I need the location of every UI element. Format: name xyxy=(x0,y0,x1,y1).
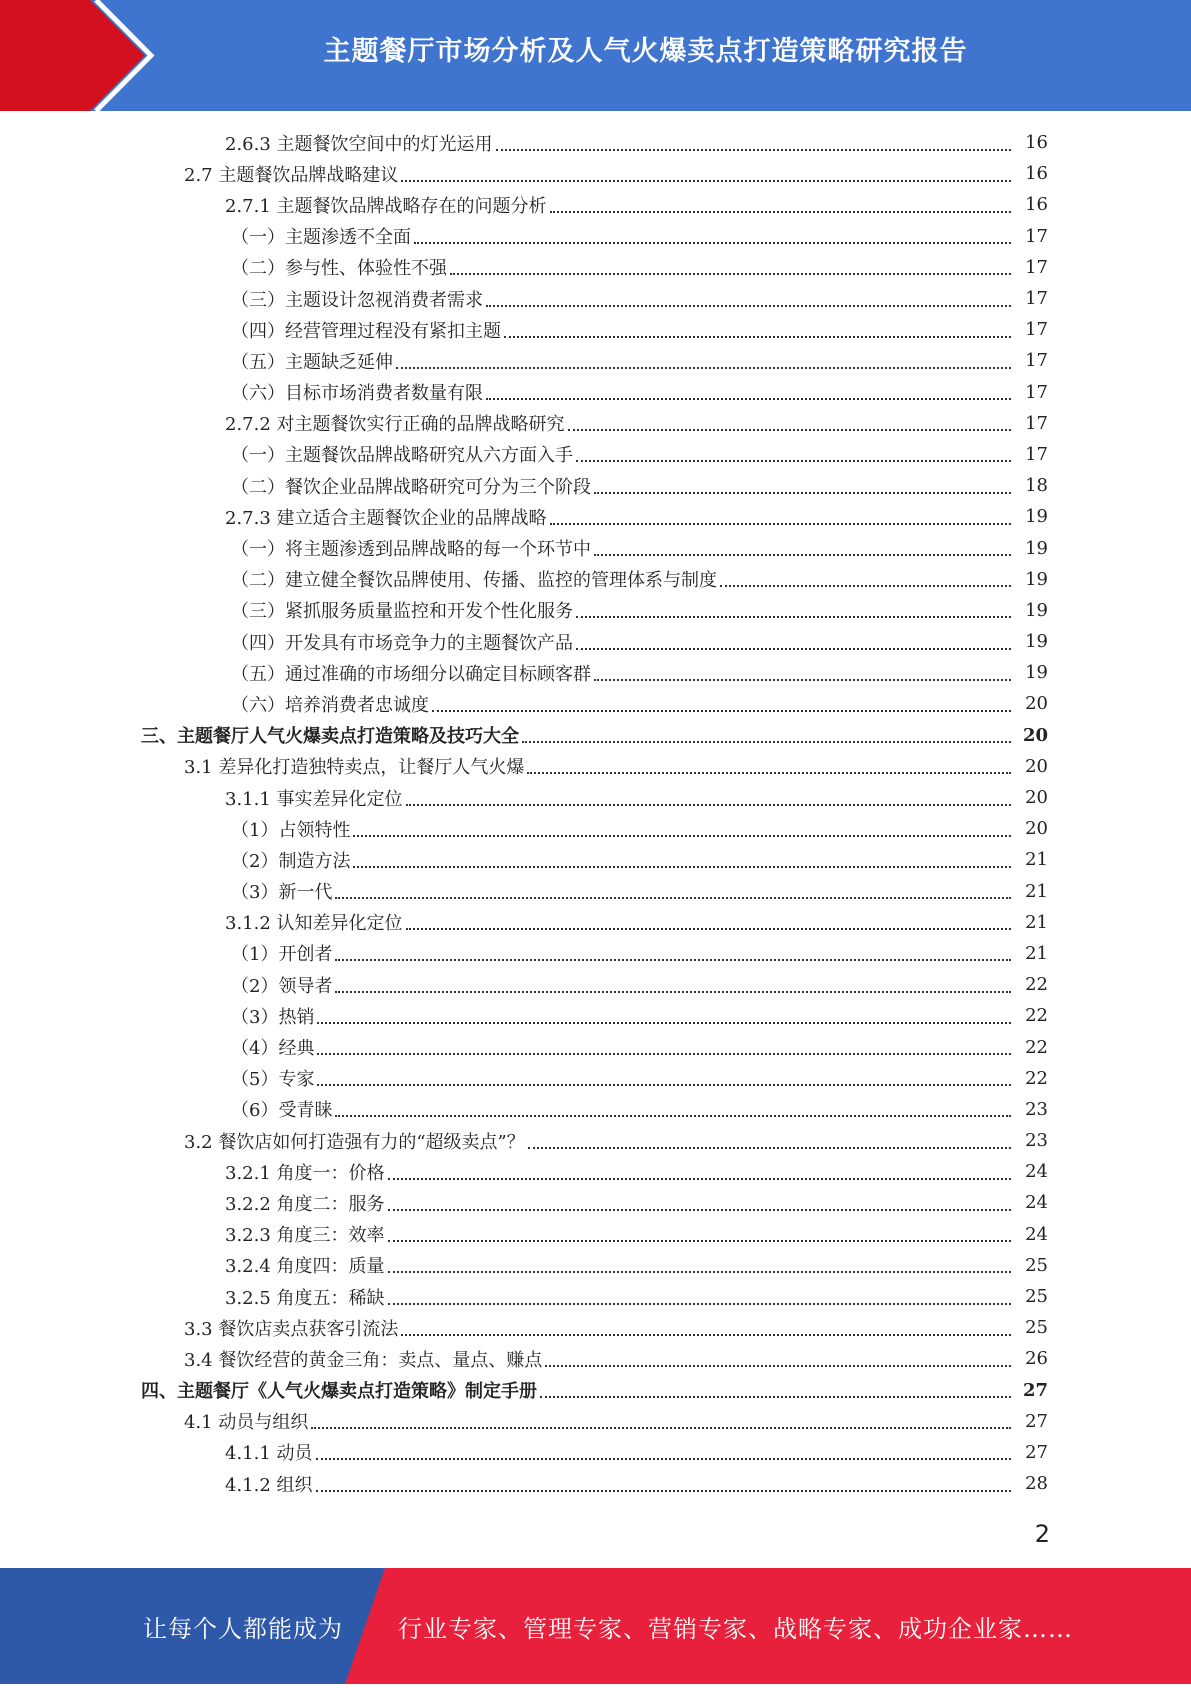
toc-dot-leader xyxy=(720,585,1011,587)
toc-dot-leader xyxy=(401,1334,1011,1336)
toc-entry[interactable] xyxy=(0,377,1191,408)
toc-entry-title: （一）主题渗透不全面 xyxy=(231,227,411,249)
toc-entry-title: （三）主题设计忽视消费者需求 xyxy=(231,289,483,311)
toc-entry[interactable] xyxy=(0,158,1191,189)
toc-entry-page: 17 xyxy=(1025,225,1048,247)
toc-entry[interactable] xyxy=(0,720,1191,751)
toc-dot-leader xyxy=(496,149,1011,151)
toc-entry-page: 17 xyxy=(1025,288,1048,310)
toc-dot-leader xyxy=(545,1365,1011,1367)
toc-entry[interactable] xyxy=(0,813,1191,844)
toc-dot-leader xyxy=(396,367,1011,369)
toc-entry-title: 2.6.3 主题餐饮空间中的灯光运用 xyxy=(225,133,493,155)
document-title: 主题餐厅市场分析及人气火爆卖点打造策略研究报告 xyxy=(323,36,968,67)
toc-entry-page: 21 xyxy=(1025,880,1048,902)
toc-dot-leader xyxy=(353,866,1011,868)
toc-entry-page: 24 xyxy=(1025,1192,1048,1214)
toc-dot-leader xyxy=(550,211,1011,213)
toc-dot-leader xyxy=(486,305,1011,307)
toc-entry-title: （1）占领特性 xyxy=(231,819,351,841)
toc-dot-leader xyxy=(550,523,1011,525)
toc-entry-page: 16 xyxy=(1025,194,1048,216)
toc-entry-page: 17 xyxy=(1025,350,1048,372)
toc-entry[interactable] xyxy=(0,470,1191,501)
toc-entry[interactable] xyxy=(0,1437,1191,1468)
toc-entry-title: （四）经营管理过程没有紧扣主题 xyxy=(231,320,501,342)
toc-dot-leader xyxy=(388,1271,1011,1273)
toc-entry-page: 16 xyxy=(1025,132,1048,154)
toc-entry[interactable] xyxy=(0,1406,1191,1437)
toc-entry-page: 22 xyxy=(1025,1067,1048,1089)
toc-entry[interactable] xyxy=(0,938,1191,969)
toc-dot-leader xyxy=(311,1427,1011,1429)
toc-dot-leader xyxy=(522,741,1011,743)
toc-entry-page: 25 xyxy=(1025,1286,1048,1308)
toc-entry-title: （3）新一代 xyxy=(231,882,333,904)
toc-dot-leader xyxy=(594,679,1011,681)
toc-dot-leader xyxy=(594,554,1011,556)
toc-entry[interactable] xyxy=(0,1468,1191,1499)
toc-entry-title: （一）将主题渗透到品牌战略的每一个环节中 xyxy=(231,539,591,561)
toc-dot-leader xyxy=(486,398,1011,400)
toc-entry-page: 22 xyxy=(1025,1036,1048,1058)
toc-entry-page: 17 xyxy=(1025,256,1048,278)
toc-entry[interactable] xyxy=(0,345,1191,376)
toc-entry-title: 2.7.2 对主题餐饮实行正确的品牌战略研究 xyxy=(225,414,565,436)
toc-dot-leader xyxy=(406,804,1011,806)
toc-dot-leader xyxy=(317,1022,1011,1024)
toc-entry-title: （5）专家 xyxy=(231,1069,315,1091)
toc-entry-title: 3.1.1 事实差异化定位 xyxy=(225,788,403,810)
toc-entry-title: （三）紧抓服务质量监控和开发个性化服务 xyxy=(231,601,573,623)
toc-dot-leader xyxy=(317,1084,1011,1086)
toc-entry-page: 17 xyxy=(1025,443,1048,465)
toc-entry-page: 17 xyxy=(1025,381,1048,403)
toc-dot-leader xyxy=(316,1490,1011,1492)
toc-dot-leader xyxy=(335,991,1011,993)
toc-dot-leader xyxy=(540,1396,1011,1398)
toc-entry-title: （六）目标市场消费者数量有限 xyxy=(231,383,483,405)
toc-entry[interactable] xyxy=(0,564,1191,595)
toc-entry-title: 3.1 差异化打造独特卖点，让餐厅人气火爆 xyxy=(184,757,525,779)
toc-entry-page: 22 xyxy=(1025,1005,1048,1027)
toc-entry-title: （2）领导者 xyxy=(231,975,333,997)
toc-entry-page: 23 xyxy=(1025,1130,1048,1152)
toc-entry-title: 2.7.1 主题餐饮品牌战略存在的问题分析 xyxy=(225,195,547,217)
toc-entry[interactable] xyxy=(0,1343,1191,1374)
toc-dot-leader xyxy=(527,772,1011,774)
toc-entry[interactable] xyxy=(0,283,1191,314)
toc-entry-title: 三、主题餐厅人气火爆卖点打造策略及技巧大全 xyxy=(141,726,519,748)
toc-entry[interactable] xyxy=(0,1094,1191,1125)
toc-entry-page: 27 xyxy=(1025,1410,1048,1432)
toc-entry-page: 24 xyxy=(1025,1161,1048,1183)
toc-entry-title: 4.1.1 动员 xyxy=(225,1443,313,1465)
toc-entry-page: 18 xyxy=(1025,475,1048,497)
toc-dot-leader xyxy=(335,897,1011,899)
toc-entry[interactable] xyxy=(0,221,1191,252)
toc-entry-page: 20 xyxy=(1025,693,1048,715)
toc-entry-page: 20 xyxy=(1022,724,1048,746)
toc-dot-leader xyxy=(388,1178,1011,1180)
toc-entry-title: （六）培养消费者忠诚度 xyxy=(231,694,429,716)
toc-entry[interactable] xyxy=(0,1375,1191,1406)
toc-entry-title: 2.7 主题餐饮品牌战略建议 xyxy=(184,164,399,186)
toc-entry-title: 4.1 动员与组织 xyxy=(184,1412,309,1434)
toc-entry-title: 3.2.1 角度一：价格 xyxy=(225,1162,385,1184)
toc-entry-page: 21 xyxy=(1025,911,1048,933)
toc-entry-page: 17 xyxy=(1025,412,1048,434)
toc-dot-leader xyxy=(335,1115,1011,1117)
page-header xyxy=(0,0,1191,111)
toc-dot-leader xyxy=(568,429,1011,431)
toc-dot-leader xyxy=(401,180,1011,182)
toc-dot-leader xyxy=(450,273,1011,275)
toc-entry-page: 23 xyxy=(1025,1098,1048,1120)
footer-slogan-right: 行业专家、管理专家、营销专家、战略专家、成功企业家…… xyxy=(398,1615,1073,1643)
toc-entry[interactable] xyxy=(0,844,1191,875)
toc-entry[interactable] xyxy=(0,314,1191,345)
toc-entry-page: 19 xyxy=(1025,599,1048,621)
toc-entry[interactable] xyxy=(0,751,1191,782)
toc-entry-page: 25 xyxy=(1025,1254,1048,1276)
toc-entry-title: 四、主题餐厅《人气火爆卖点打造策略》制定手册 xyxy=(141,1381,537,1403)
toc-entry[interactable] xyxy=(0,876,1191,907)
toc-dot-leader xyxy=(594,492,1011,494)
toc-entry[interactable] xyxy=(0,408,1191,439)
toc-entry[interactable] xyxy=(0,127,1191,158)
toc-entry-page: 19 xyxy=(1025,662,1048,684)
toc-entry-page: 19 xyxy=(1025,506,1048,528)
toc-entry[interactable] xyxy=(0,1219,1191,1250)
toc-entry-page: 20 xyxy=(1025,787,1048,809)
toc-entry[interactable] xyxy=(0,907,1191,938)
toc-entry-title: （1）开创者 xyxy=(231,944,333,966)
toc-dot-leader xyxy=(504,336,1011,338)
toc-entry[interactable] xyxy=(0,439,1191,470)
toc-dot-leader xyxy=(576,648,1011,650)
toc-dot-leader xyxy=(432,710,1011,712)
toc-entry[interactable] xyxy=(0,657,1191,688)
toc-entry-page: 19 xyxy=(1025,537,1048,559)
toc-entry[interactable] xyxy=(0,1250,1191,1281)
toc-entry-title: （一）主题餐饮品牌战略研究从六方面入手 xyxy=(231,445,573,467)
toc-entry[interactable] xyxy=(0,252,1191,283)
toc-dot-leader xyxy=(388,1209,1011,1211)
toc-entry-page: 21 xyxy=(1025,849,1048,871)
toc-entry-title: （2）制造方法 xyxy=(231,850,351,872)
toc-dot-leader xyxy=(335,959,1011,961)
toc-dot-leader xyxy=(316,1458,1011,1460)
toc-dot-leader xyxy=(388,1303,1011,1305)
toc-entry[interactable] xyxy=(0,189,1191,220)
toc-entry-title: （二）餐饮企业品牌战略研究可分为三个阶段 xyxy=(231,476,591,498)
toc-dot-leader xyxy=(317,1053,1011,1055)
toc-entry-title: 3.2.3 角度三：效率 xyxy=(225,1225,385,1247)
toc-entry-page: 28 xyxy=(1025,1473,1048,1495)
toc-entry-page: 19 xyxy=(1025,568,1048,590)
toc-entry-title: （二）建立健全餐饮品牌使用、传播、监控的管理体系与制度 xyxy=(231,570,717,592)
toc-entry-title: （四）开发具有市场竞争力的主题餐饮产品 xyxy=(231,632,573,654)
toc-entry[interactable] xyxy=(0,1312,1191,1343)
toc-entry-title: 3.2 餐饮店如何打造强有力的“超级卖点”？ xyxy=(184,1131,525,1153)
toc-entry[interactable] xyxy=(0,1156,1191,1187)
toc-entry[interactable] xyxy=(0,1000,1191,1031)
toc-dot-leader xyxy=(406,928,1011,930)
toc-entry-title: （五）主题缺乏延伸 xyxy=(231,351,393,373)
table-of-contents xyxy=(0,127,1191,1499)
toc-entry[interactable] xyxy=(0,782,1191,813)
toc-entry-page: 19 xyxy=(1025,631,1048,653)
toc-entry-page: 27 xyxy=(1022,1379,1048,1401)
toc-entry-title: （五）通过准确的市场细分以确定目标顾客群 xyxy=(231,663,591,685)
page-number: 2 xyxy=(1034,1520,1050,1548)
toc-entry-title: 3.3 餐饮店卖点获客引流法 xyxy=(184,1318,399,1340)
toc-entry[interactable] xyxy=(0,1063,1191,1094)
toc-entry-title: 3.2.4 角度四：质量 xyxy=(225,1256,385,1278)
toc-entry[interactable] xyxy=(0,688,1191,719)
toc-entry-page: 16 xyxy=(1025,163,1048,185)
toc-entry[interactable] xyxy=(0,1187,1191,1218)
toc-entry-title: 4.1.2 组织 xyxy=(225,1474,313,1496)
toc-entry-page: 20 xyxy=(1025,755,1048,777)
toc-entry-page: 24 xyxy=(1025,1223,1048,1245)
toc-entry-page: 17 xyxy=(1025,319,1048,341)
header-chevron-red xyxy=(0,0,145,111)
toc-entry-title: （4）经典 xyxy=(231,1038,315,1060)
page-footer xyxy=(0,1568,1191,1684)
toc-entry-title: （二）参与性、体验性不强 xyxy=(231,258,447,280)
toc-entry[interactable] xyxy=(0,1125,1191,1156)
toc-entry[interactable] xyxy=(0,595,1191,626)
toc-entry-page: 20 xyxy=(1025,818,1048,840)
header-chevron-decoration xyxy=(0,0,170,111)
toc-entry[interactable] xyxy=(0,626,1191,657)
toc-entry[interactable] xyxy=(0,969,1191,1000)
footer-slogan-left: 让每个人都能成为 xyxy=(143,1615,343,1643)
toc-entry-page: 25 xyxy=(1025,1317,1048,1339)
toc-entry[interactable] xyxy=(0,532,1191,563)
toc-dot-leader xyxy=(576,616,1011,618)
toc-dot-leader xyxy=(528,1147,1011,1149)
toc-entry-page: 26 xyxy=(1025,1348,1048,1370)
toc-entry[interactable] xyxy=(0,1281,1191,1312)
toc-entry[interactable] xyxy=(0,501,1191,532)
toc-entry-page: 27 xyxy=(1025,1441,1048,1463)
toc-dot-leader xyxy=(353,835,1011,837)
toc-entry-title: 3.2.2 角度二：服务 xyxy=(225,1193,385,1215)
toc-entry-page: 21 xyxy=(1025,942,1048,964)
toc-dot-leader xyxy=(576,460,1011,462)
toc-entry-title: 3.2.5 角度五：稀缺 xyxy=(225,1287,385,1309)
toc-entry-title: （6）受青睐 xyxy=(231,1100,333,1122)
toc-entry[interactable] xyxy=(0,1031,1191,1062)
toc-entry-title: 2.7.3 建立适合主题餐饮企业的品牌战略 xyxy=(225,507,547,529)
toc-entry-title: 3.1.2 认知差异化定位 xyxy=(225,913,403,935)
toc-entry-title: 3.4 餐饮经营的黄金三角：卖点、量点、赚点 xyxy=(184,1349,543,1371)
toc-entry-title: （3）热销 xyxy=(231,1006,315,1028)
toc-entry-page: 22 xyxy=(1025,974,1048,996)
toc-dot-leader xyxy=(388,1240,1011,1242)
toc-dot-leader xyxy=(414,242,1011,244)
